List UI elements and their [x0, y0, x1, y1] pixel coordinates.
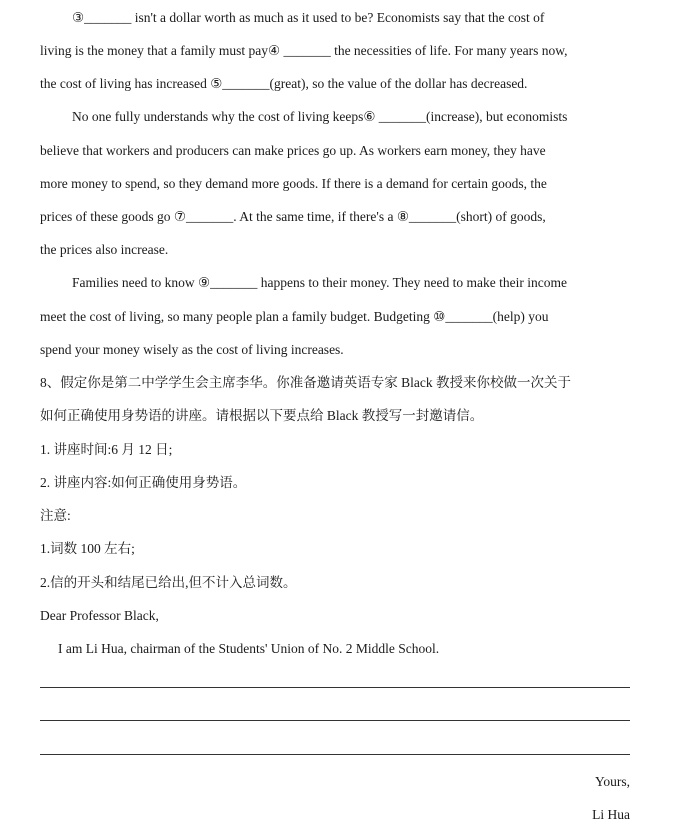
letter-signature: Li Hua	[592, 807, 630, 822]
passage-line-4: No one fully understands why the cost of living keeps⑥ _______(increase), but economists	[72, 109, 568, 124]
note-label: 注意:	[40, 508, 71, 523]
passage-line-6: more money to spend, so they demand more goods. If there is a demand for certain goods, the	[40, 176, 547, 191]
letter-opening: I am Li Hua, chairman of the Students' Union of No. 2 Middle School.	[58, 641, 440, 656]
letter-salutation: Dear Professor Black,	[40, 608, 159, 623]
letter-closing: Yours,	[594, 774, 630, 789]
passage-line-1: ③_______ isn't a dollar worth as much as it used to be? Economists say that the cost of	[72, 10, 545, 25]
writing-point-2: 2. 讲座内容:如何正确使用身势语。	[40, 475, 247, 490]
passage-line-7: prices of these goods go ⑦_______. At the same time, if there's a ⑧_______(short) of goods,	[40, 209, 546, 224]
passage-line-3: the cost of living has increased ⑤_______(great), so the value of the dollar has decreased.	[40, 76, 528, 91]
passage-line-8: the prices also increase.	[40, 242, 169, 257]
answer-line-1[interactable]	[40, 687, 630, 688]
note-2: 2.信的开头和结尾已给出,但不计入总词数。	[40, 575, 297, 590]
passage-line-5: believe that workers and producers can make prices go up. As workers earn money, they have	[40, 143, 546, 158]
answer-line-2[interactable]	[40, 720, 630, 721]
answer-line-3[interactable]	[40, 754, 630, 755]
passage-line-10: meet the cost of living, so many people plan a family budget. Budgeting ⑩_______(help) you	[40, 309, 549, 324]
writing-prompt-line-2: 如何正确使用身势语的讲座。请根据以下要点给 Black 教授写一封邀请信。	[40, 408, 484, 423]
passage-line-2: living is the money that a family must pay④ _______ the necessities of life. For many years now,	[40, 43, 568, 58]
note-1: 1.词数 100 左右;	[40, 541, 135, 556]
writing-point-1: 1. 讲座时间:6 月 12 日;	[40, 442, 173, 457]
passage-line-9: Families need to know ⑨_______ happens to their money. They need to make their income	[72, 275, 567, 290]
writing-prompt-line-1: 8、假定你是第二中学学生会主席李华。你准备邀请英语专家 Black 教授来你校做一次关于	[40, 375, 571, 390]
passage-line-11: spend your money wisely as the cost of living increases.	[40, 342, 344, 357]
